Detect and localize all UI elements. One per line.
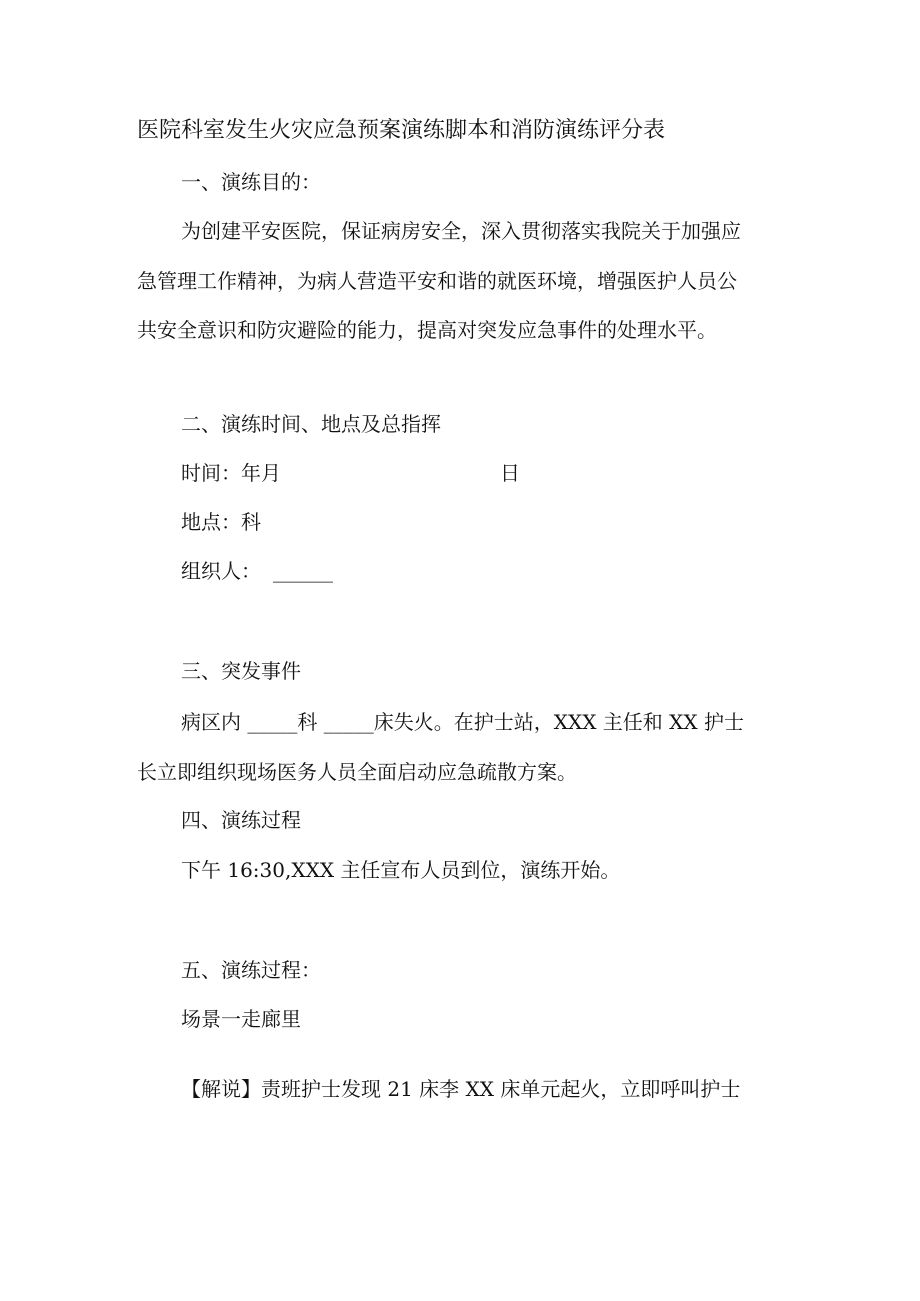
section1-para-line-3: 共安全意识和防灾避险的能力，提高对突发应急事件的处理水平。	[137, 318, 717, 342]
place-line: 地点：科	[181, 510, 261, 534]
section2-heading: 二、演练时间、地点及总指挥	[181, 412, 441, 436]
section3-para-line-2: 长立即组织现场医务人员全面启动应急疏散方案。	[137, 760, 577, 784]
section1-para-line-1: 为创建平安医院，保证病房安全，深入贯彻落实我院关于加强应	[181, 219, 741, 243]
organizer-label: 组织人：	[181, 559, 261, 583]
document-title: 医院科室发生火灾应急预案演练脚本和消防演练评分表	[137, 118, 666, 143]
section5-heading: 五、演练过程：	[181, 958, 321, 982]
scene-heading: 场景一走廊里	[181, 1007, 301, 1031]
section3-heading: 三、突发事件	[181, 659, 301, 683]
time-day: 日	[500, 461, 520, 485]
organizer-blank: ______	[273, 559, 333, 583]
section1-heading: 一、演练目的：	[181, 170, 321, 194]
section3-para-line-1: 病区内 _____科 _____床失火。在护士站，XXX 主任和 XX 护士	[181, 710, 744, 734]
section4-heading: 四、演练过程	[181, 808, 301, 832]
narration-line: 【解说】责班护士发现 21 床李 XX 床单元起火，立即呼叫护士	[181, 1077, 741, 1101]
time-label: 时间：年月	[181, 461, 281, 485]
section1-para-line-2: 急管理工作精神，为病人营造平安和谐的就医环境，增强医护人员公	[137, 269, 737, 293]
section4-para: 下午 16:30,XXX 主任宣布人员到位，演练开始。	[181, 858, 621, 882]
